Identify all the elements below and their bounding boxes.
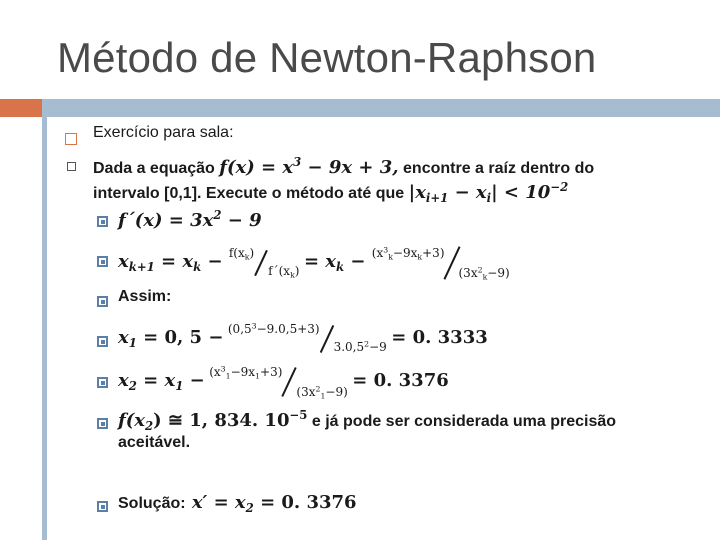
bullet-square-icon	[97, 216, 108, 227]
assim-label: Assim:	[118, 288, 172, 305]
given-prefix: Dada a equação	[93, 160, 215, 178]
bullet-square-icon	[67, 162, 76, 171]
solution-line: Solução: $x' = x_2 = 0$. 3376	[118, 492, 357, 516]
header-accent-bar	[0, 99, 42, 117]
given-equation: $f(x) = x^3 - 9x + 3$,	[219, 155, 399, 179]
stop-criterion: $|x_{i+1} - x_i| < 10^{-2}$	[408, 180, 569, 206]
bullet-square-icon	[97, 501, 108, 512]
slide-title: Método de Newton-Raphson	[57, 34, 597, 81]
exercise-label: Exercício para sala:	[93, 124, 234, 141]
bullet-square-icon	[97, 336, 108, 347]
interval-line	[93, 180, 568, 205]
interval-text: intervalo [0,1]. Execute o método até que	[93, 185, 405, 203]
given-suffix: encontre a raíz dentro do	[403, 160, 595, 178]
x1-computation: $x_1 = 0$, 5 − $^{(0,5^3-9.0,5+3)}_{3.0,5^2-9}$ = 0. 3333	[118, 321, 488, 355]
derivative-line: f´(x) = $3x^2 - 9$	[118, 208, 262, 232]
bullet-square-icon	[97, 377, 108, 388]
left-rule-bar	[42, 99, 47, 540]
header-rule-bar	[47, 99, 720, 117]
bullet-square-icon	[97, 256, 108, 267]
bullet-square-icon	[97, 296, 108, 307]
fx2-line: $f(x_2)$ ≅ 1, 834. $10^{-5}$ e já pode ser considerada uma precisão	[118, 408, 617, 434]
bullet-square-icon	[65, 133, 77, 145]
x2-computation: $x_2 = x_1 - ^{(x^3_1-9x_1+3)}_{(3x^2_1-9)} = 0$. 3376	[118, 364, 449, 401]
given-line	[93, 155, 594, 178]
bullet-square-icon	[97, 418, 108, 429]
fx2-line-cont: aceitável.	[118, 434, 191, 451]
iteration-formula: $x_{k+1} = x_k - ^{f(x_k)}_{f´(x_k)} = x_k - ^{(x^3_k-9x_k+3)}_{(3x^2_k-9)}$	[118, 245, 510, 282]
